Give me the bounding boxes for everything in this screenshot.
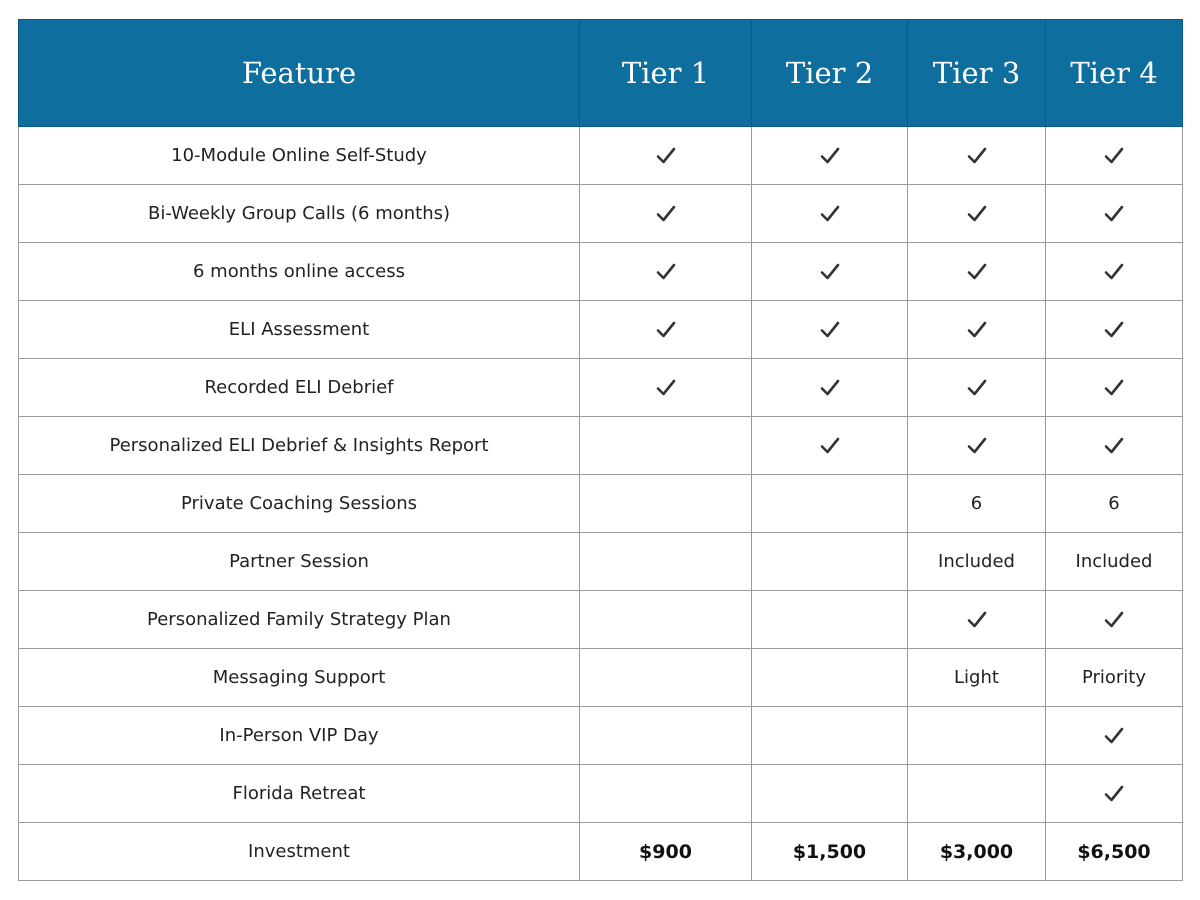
table-row	[19, 185, 1183, 243]
tier-2-cell	[752, 185, 908, 243]
tier-2-cell	[752, 533, 908, 591]
tier-2-cell	[752, 243, 908, 301]
tier-3-cell	[908, 591, 1046, 649]
tier-1-cell	[580, 649, 752, 707]
checkmark-icon	[1104, 320, 1124, 340]
table-row	[19, 359, 1183, 417]
checkmark-icon	[1104, 262, 1124, 282]
tier-2-price: $1,500	[752, 823, 908, 881]
tier-4-cell	[1046, 127, 1183, 185]
tier-3-cell	[908, 707, 1046, 765]
checkmark-icon	[967, 262, 987, 282]
checkmark-icon	[1104, 726, 1124, 746]
tier-1-cell	[580, 127, 752, 185]
table-row	[19, 243, 1183, 301]
table-row	[19, 301, 1183, 359]
tier-3-cell: Included	[908, 533, 1046, 591]
tier-1-cell	[580, 765, 752, 823]
checkmark-icon	[820, 262, 840, 282]
tier-3-cell	[908, 765, 1046, 823]
tier-2-cell	[752, 417, 908, 475]
tier-4-cell	[1046, 591, 1183, 649]
tier-2-cell	[752, 649, 908, 707]
tier-3-price: $3,000	[908, 823, 1046, 881]
tier-3-cell	[908, 243, 1046, 301]
tier-4-cell	[1046, 765, 1183, 823]
tier-3-cell: 6	[908, 475, 1046, 533]
checkmark-icon	[1104, 378, 1124, 398]
tier-3-cell	[908, 127, 1046, 185]
feature-name: Personalized Family Strategy Plan	[19, 591, 580, 649]
tier-1-cell	[580, 707, 752, 765]
feature-name: Recorded ELI Debrief	[19, 359, 580, 417]
feature-name: 6 months online access	[19, 243, 580, 301]
feature-name: 10-Module Online Self-Study	[19, 127, 580, 185]
tier-1-cell	[580, 417, 752, 475]
table-row	[19, 475, 1183, 533]
table-row	[19, 707, 1183, 765]
tier-4-cell	[1046, 417, 1183, 475]
tier-3-header: Tier 3	[908, 20, 1046, 127]
checkmark-icon	[656, 262, 676, 282]
tier-1-cell	[580, 301, 752, 359]
tier-2-cell	[752, 127, 908, 185]
tier-1-cell	[580, 185, 752, 243]
tier-3-cell	[908, 359, 1046, 417]
tier-2-cell	[752, 591, 908, 649]
tier-4-cell: 6	[1046, 475, 1183, 533]
checkmark-icon	[820, 204, 840, 224]
feature-column-header: Feature	[19, 20, 580, 127]
tier-1-cell	[580, 533, 752, 591]
checkmark-icon	[656, 146, 676, 166]
tier-3-cell	[908, 417, 1046, 475]
checkmark-icon	[820, 146, 840, 166]
checkmark-icon	[967, 610, 987, 630]
checkmark-icon	[1104, 146, 1124, 166]
feature-name: Bi-Weekly Group Calls (6 months)	[19, 185, 580, 243]
table-row	[19, 649, 1183, 707]
feature-name: ELI Assessment	[19, 301, 580, 359]
tier-4-cell	[1046, 185, 1183, 243]
feature-name: Partner Session	[19, 533, 580, 591]
tier-4-cell: Included	[1046, 533, 1183, 591]
table-row	[19, 417, 1183, 475]
tier-2-cell	[752, 765, 908, 823]
checkmark-icon	[820, 378, 840, 398]
checkmark-icon	[967, 436, 987, 456]
table-row	[19, 591, 1183, 649]
tier-4-cell	[1046, 243, 1183, 301]
checkmark-icon	[820, 436, 840, 456]
tier-2-cell	[752, 359, 908, 417]
table-row	[19, 765, 1183, 823]
pricing-comparison-table	[18, 19, 1183, 881]
investment-row	[19, 823, 1183, 881]
feature-name: Florida Retreat	[19, 765, 580, 823]
tier-4-cell: Priority	[1046, 649, 1183, 707]
tier-4-cell	[1046, 301, 1183, 359]
feature-name: Messaging Support	[19, 649, 580, 707]
tier-1-price: $900	[580, 823, 752, 881]
feature-name: Personalized ELI Debrief & Insights Report	[19, 417, 580, 475]
tier-1-cell	[580, 475, 752, 533]
table-row	[19, 127, 1183, 185]
checkmark-icon	[656, 320, 676, 340]
checkmark-icon	[1104, 204, 1124, 224]
tier-1-cell	[580, 359, 752, 417]
tier-4-header: Tier 4	[1046, 20, 1183, 127]
tier-2-cell	[752, 301, 908, 359]
investment-label: Investment	[19, 823, 580, 881]
tier-1-header: Tier 1	[580, 20, 752, 127]
feature-name: Private Coaching Sessions	[19, 475, 580, 533]
tier-1-cell	[580, 243, 752, 301]
checkmark-icon	[967, 146, 987, 166]
checkmark-icon	[1104, 784, 1124, 804]
checkmark-icon	[820, 320, 840, 340]
tier-4-cell	[1046, 359, 1183, 417]
tier-2-header: Tier 2	[752, 20, 908, 127]
header-row	[19, 20, 1183, 127]
tier-1-cell	[580, 591, 752, 649]
tier-2-cell	[752, 707, 908, 765]
checkmark-icon	[1104, 610, 1124, 630]
tier-3-cell: Light	[908, 649, 1046, 707]
table-row	[19, 533, 1183, 591]
checkmark-icon	[967, 204, 987, 224]
tier-3-cell	[908, 185, 1046, 243]
checkmark-icon	[967, 378, 987, 398]
tier-4-price: $6,500	[1046, 823, 1183, 881]
checkmark-icon	[1104, 436, 1124, 456]
checkmark-icon	[656, 204, 676, 224]
tier-4-cell	[1046, 707, 1183, 765]
checkmark-icon	[656, 378, 676, 398]
feature-name: In-Person VIP Day	[19, 707, 580, 765]
checkmark-icon	[967, 320, 987, 340]
tier-3-cell	[908, 301, 1046, 359]
tier-2-cell	[752, 475, 908, 533]
